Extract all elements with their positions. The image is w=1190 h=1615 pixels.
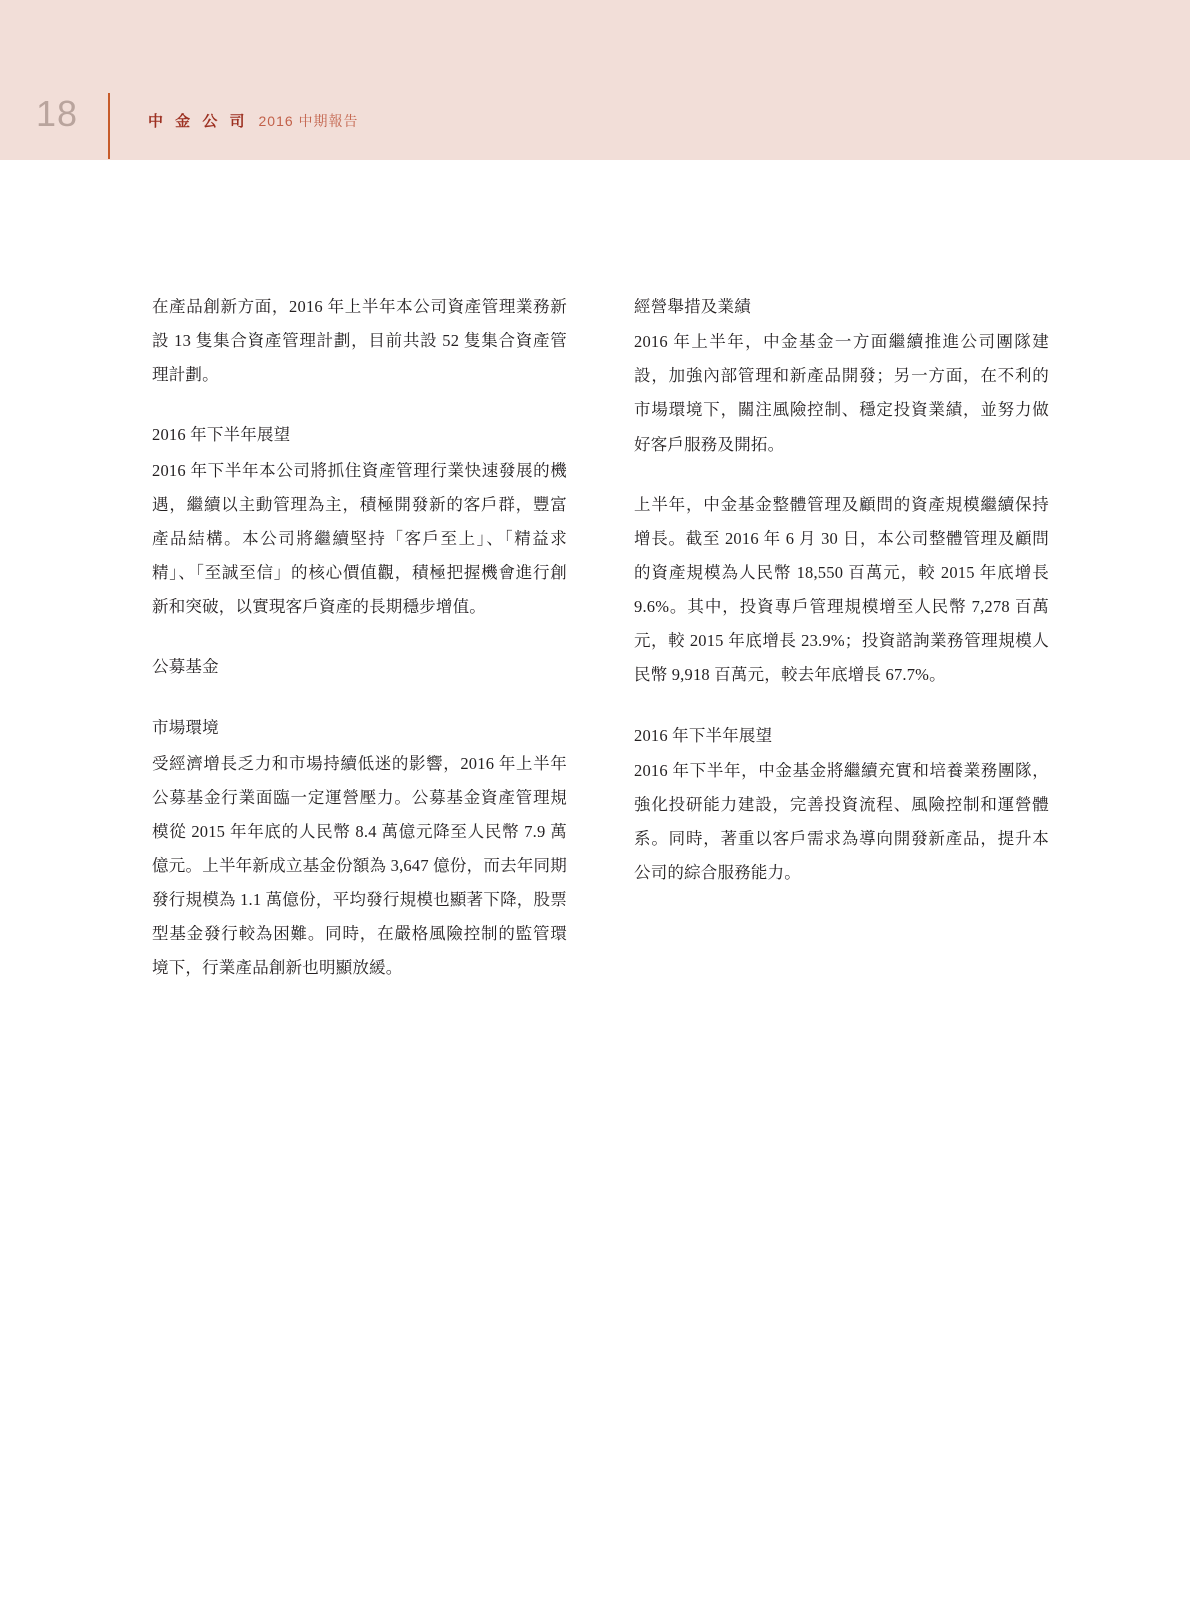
paragraph-aum-growth: 上半年，中金基金整體管理及顧問的資產規模繼續保持增長。截至 2016 年 6 月 30 日，本公司整體管理及顧問的資產規模為人民幣 18,550 百萬元，較 2015 年底增長 9.6%。其中，投資專戶管理規模增至人民幣 7,278 百萬元，較 2015 年底增長 23.9%；投資諮詢業務管理規模人民幣 9,918 百萬元，較去年底增長 67.7%。	[634, 494, 1049, 685]
heading-spacer	[152, 685, 567, 711]
header-divider-rule	[108, 93, 110, 159]
heading-outlook-2016-h2-right: 2016 年下半年展望	[634, 725, 773, 745]
right-column	[634, 290, 1049, 890]
paragraph-market-environment: 受經濟增長乏力和市場持續低迷的影響，2016 年上半年公募基金行業面臨一定運營壓力。公募基金資產管理規模從 2015 年年底的人民幣 8.4 萬億元降至人民幣 7.9 萬億元。上半年新成立基金份額為 3,647 億份，而去年同期發行規模為 1.1 萬億份，平均發行規模也顯著下降，股票型基金發行較為困難。同時，在嚴格風險控制的監管環境下，行業產品創新也明顯放緩。	[152, 753, 567, 978]
heading-public-funds: 公募基金	[152, 657, 219, 677]
paragraph-outlook-2016-h2-right: 2016 年下半年，中金基金將繼續充實和培養業務團隊，強化投研能力建設，完善投資流程、風險控制和運營體系。同時，著重以客戶需求為導向開發新產品，提升本公司的綜合服務能力。	[634, 760, 1049, 883]
heading-market-environment: 市場環境	[152, 718, 219, 738]
header-title	[148, 110, 359, 131]
heading-operating-measures: 經營舉措及業績	[634, 297, 751, 316]
heading-outlook-2016-h2: 2016 年下半年展望	[152, 425, 291, 445]
paragraph-outlook-2016-h2: 2016 年下半年本公司將抓住資產管理行業快速發展的機遇，繼續以主動管理為主，積極開發新的客戶群，豐富產品結構。本公司將繼續堅持「客戶至上」、「精益求精」、「至誠至信」的核心價值觀，積極把握機會進行創新和突破，以實現客戶資產的長期穩步增值。	[152, 460, 567, 617]
paragraph-product-innovation: 在產品創新方面，2016 年上半年本公司資產管理業務新設 13 隻集合資產管理計劃，目前共設 52 隻集合資產管理計劃。	[152, 297, 567, 385]
page-header-band	[0, 0, 1190, 160]
paragraph-operating-measures: 2016 年上半年，中金基金一方面繼續推進公司團隊建設，加強內部管理和新產品開發；另一方面，在不利的市場環境下，關注風險控制、穩定投資業績，並努力做好客戶服務及開拓。	[634, 332, 1049, 454]
left-column	[152, 290, 567, 986]
page-number: 18	[36, 93, 79, 134]
header-company-name: 中 金 公 司	[148, 113, 249, 130]
header-report-name: 2016 中期報告	[258, 113, 359, 129]
